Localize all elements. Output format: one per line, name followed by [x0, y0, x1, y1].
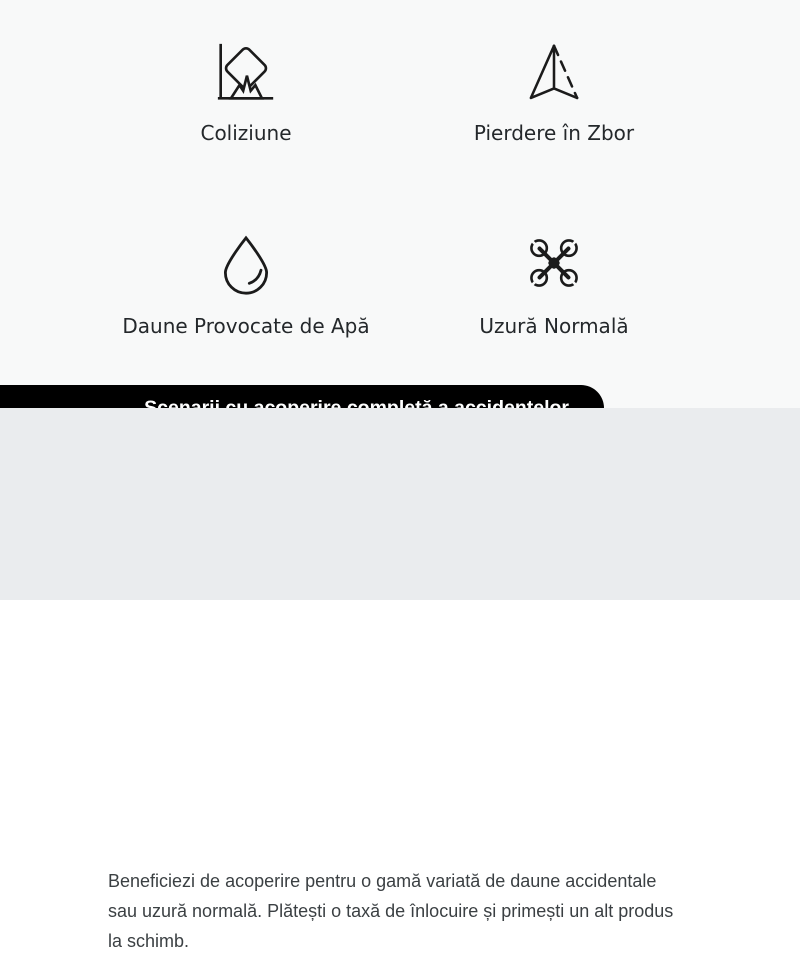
water-damage-icon: [216, 235, 276, 297]
description-line: la schimb.: [108, 931, 190, 951]
description-line: Beneficiezi de acoperire pentru o gamă variată de daune accidentale: [108, 871, 657, 891]
coverage-item-flight-loss: [400, 42, 708, 145]
coverage-item-label: Uzură Normală: [479, 314, 629, 338]
coverage-item-label: Daune Provocate de Apă: [122, 314, 370, 338]
collision-icon: [216, 42, 276, 104]
coverage-item-normal-wear: [400, 235, 708, 338]
normal-wear-icon: [526, 235, 582, 297]
coverage-item-label: Pierdere în Zbor: [473, 121, 635, 145]
description-line: sau uzură normală. Plătești o taxă de înlocuire și primești un alt produs: [108, 901, 674, 921]
coverage-item-collision: [92, 42, 400, 145]
coverage-item-label: Coliziune: [200, 121, 292, 145]
coverage-item-water-damage: [92, 235, 400, 338]
coverage-description: [108, 866, 748, 956]
coverage-scenarios-area: [0, 0, 800, 408]
description-area: [0, 408, 800, 951]
flight-loss-icon: [525, 42, 583, 104]
